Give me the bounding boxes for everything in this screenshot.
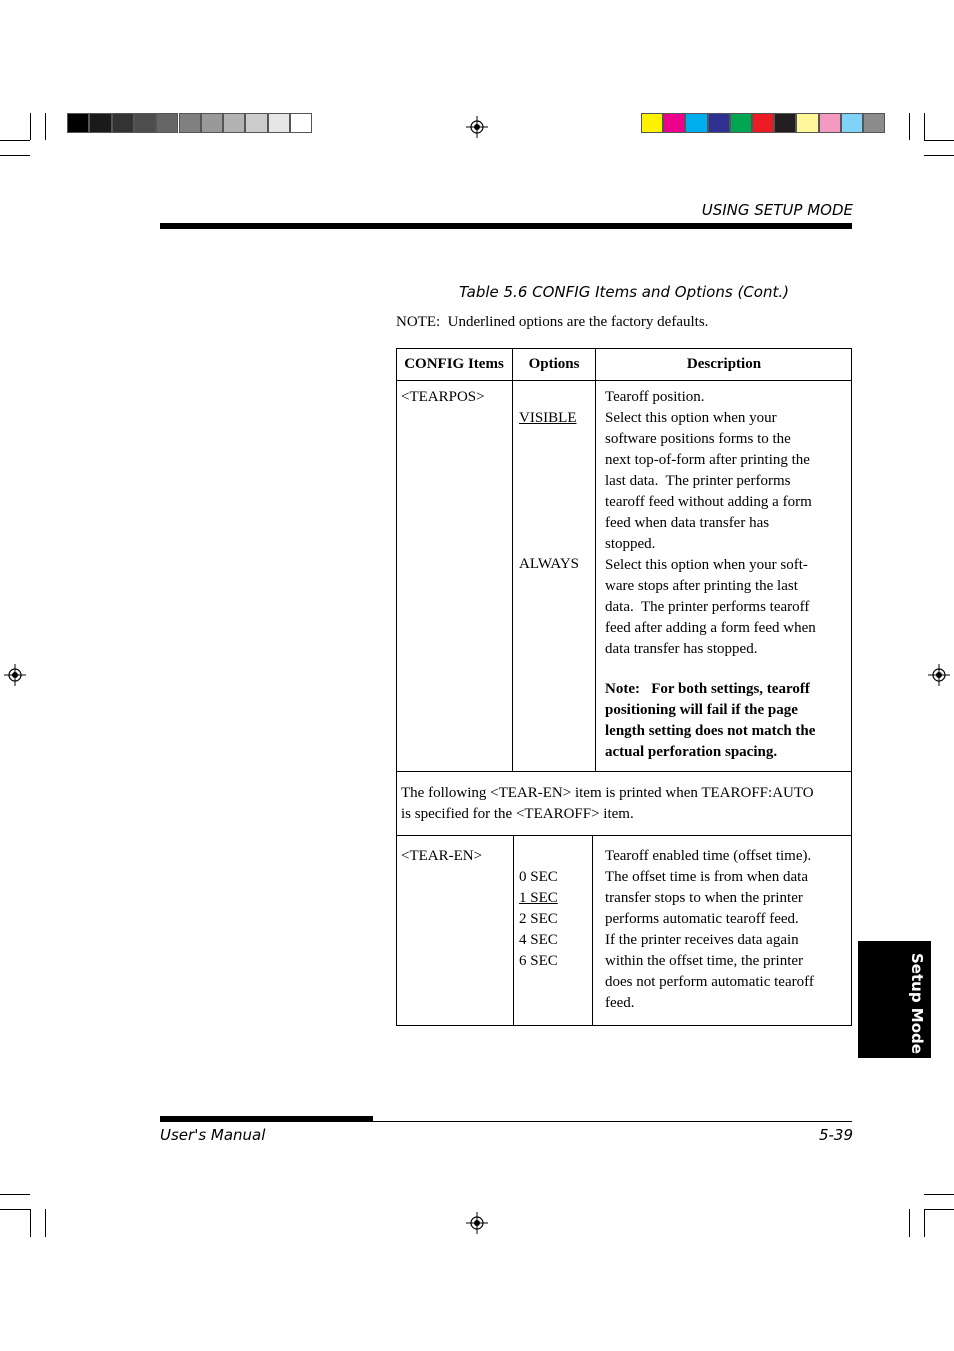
condition-line: The following <TEAR-EN> item is printed when TEAROFF:AUTO bbox=[401, 785, 814, 801]
tearpos-description bbox=[605, 387, 850, 660]
description-line: software positions forms to the bbox=[605, 431, 791, 447]
registration-mark-icon bbox=[466, 1212, 488, 1234]
description-line: next top-of-form after printing the bbox=[605, 452, 810, 468]
column-header-options: Options bbox=[528, 356, 580, 372]
color-swatch bbox=[201, 113, 223, 133]
option-value: 0 SEC bbox=[519, 869, 558, 885]
color-swatch bbox=[67, 113, 89, 133]
description-line: data transfer has stopped. bbox=[605, 641, 758, 657]
color-swatch bbox=[730, 113, 752, 133]
color-swatch bbox=[774, 113, 796, 133]
header-rule bbox=[160, 223, 852, 229]
color-swatch bbox=[156, 113, 178, 133]
table-note: NOTE: Underlined options are the factory defaults. bbox=[396, 314, 709, 330]
option-value: 6 SEC bbox=[519, 953, 558, 969]
color-swatch bbox=[863, 113, 885, 133]
description-line: performs automatic tearoff feed. bbox=[605, 911, 799, 927]
tear-en-condition-note bbox=[401, 783, 849, 825]
option-value: 4 SEC bbox=[519, 932, 558, 948]
description-line: Tearoff enabled time (offset time). bbox=[605, 848, 812, 864]
description-line: feed after adding a form feed when bbox=[605, 620, 816, 636]
description-line: tearoff feed without adding a form bbox=[605, 494, 812, 510]
tear-en-description bbox=[605, 846, 850, 1014]
color-swatch bbox=[290, 113, 312, 133]
color-swatch bbox=[134, 113, 156, 133]
color-swatch bbox=[179, 113, 201, 133]
color-swatch bbox=[112, 113, 134, 133]
color-swatch bbox=[685, 113, 707, 133]
option-always: ALWAYS bbox=[519, 556, 580, 572]
note-line: positioning will fail if the page bbox=[605, 702, 798, 718]
section-tab bbox=[858, 941, 931, 1058]
description-line: data. The printer performs tearoff bbox=[605, 599, 810, 615]
color-swatch bbox=[641, 113, 663, 133]
option-value: 2 SEC bbox=[519, 911, 558, 927]
column-header-description: Description bbox=[686, 356, 762, 372]
description-line: within the offset time, the printer bbox=[605, 953, 804, 969]
config-item-tearpos: <TEARPOS> bbox=[401, 389, 485, 405]
color-swatch bbox=[89, 113, 111, 133]
color-swatch bbox=[819, 113, 841, 133]
description-line: does not perform automatic tearoff bbox=[605, 974, 814, 990]
note-line: Note: For both settings, tearoff bbox=[605, 681, 810, 697]
note-line: actual perforation spacing. bbox=[605, 744, 778, 760]
color-swatch bbox=[245, 113, 267, 133]
color-swatch bbox=[708, 113, 730, 133]
description-line: If the printer receives data again bbox=[605, 932, 799, 948]
description-line: last data. The printer performs bbox=[605, 473, 791, 489]
table-caption: Table 5.6 CONFIG Items and Options (Cont.) bbox=[459, 283, 789, 301]
column-header-config-items: CONFIG Items bbox=[404, 356, 504, 372]
page-number: 5-39 bbox=[818, 1126, 853, 1144]
description-line: ware stops after printing the last bbox=[605, 578, 798, 594]
description-line: feed. bbox=[605, 995, 635, 1011]
color-swatch bbox=[796, 113, 818, 133]
description-line: Tearoff position. bbox=[605, 389, 705, 405]
condition-line: is specified for the <TEAROFF> item. bbox=[401, 806, 634, 822]
section-tab-label: Setup Mode bbox=[908, 953, 926, 1054]
description-line: feed when data transfer has bbox=[605, 515, 770, 531]
config-item-tear-en: <TEAR-EN> bbox=[401, 848, 483, 864]
footer-rule bbox=[373, 1121, 852, 1122]
footer-manual-title: User's Manual bbox=[160, 1126, 266, 1144]
color-swatch bbox=[268, 113, 290, 133]
description-line: The offset time is from when data bbox=[605, 869, 808, 885]
color-swatch bbox=[841, 113, 863, 133]
registration-mark-icon bbox=[4, 664, 26, 686]
description-line: Select this option when your soft- bbox=[605, 557, 808, 573]
running-header: USING SETUP MODE bbox=[701, 201, 853, 219]
color-swatch bbox=[223, 113, 245, 133]
description-line: Select this option when your bbox=[605, 410, 777, 426]
color-swatch bbox=[663, 113, 685, 133]
description-line: stopped. bbox=[605, 536, 656, 552]
option-value: 1 SEC bbox=[519, 890, 558, 906]
registration-mark-icon bbox=[466, 116, 488, 138]
footer-thick-rule bbox=[160, 1116, 373, 1122]
color-swatch bbox=[752, 113, 774, 133]
note-line: length setting does not match the bbox=[605, 723, 816, 739]
description-line: transfer stops to when the printer bbox=[605, 890, 803, 906]
option-visible: VISIBLE bbox=[519, 410, 577, 426]
tear-en-options bbox=[519, 867, 558, 972]
registration-mark-icon bbox=[928, 664, 950, 686]
tearpos-warning-note bbox=[605, 679, 850, 763]
